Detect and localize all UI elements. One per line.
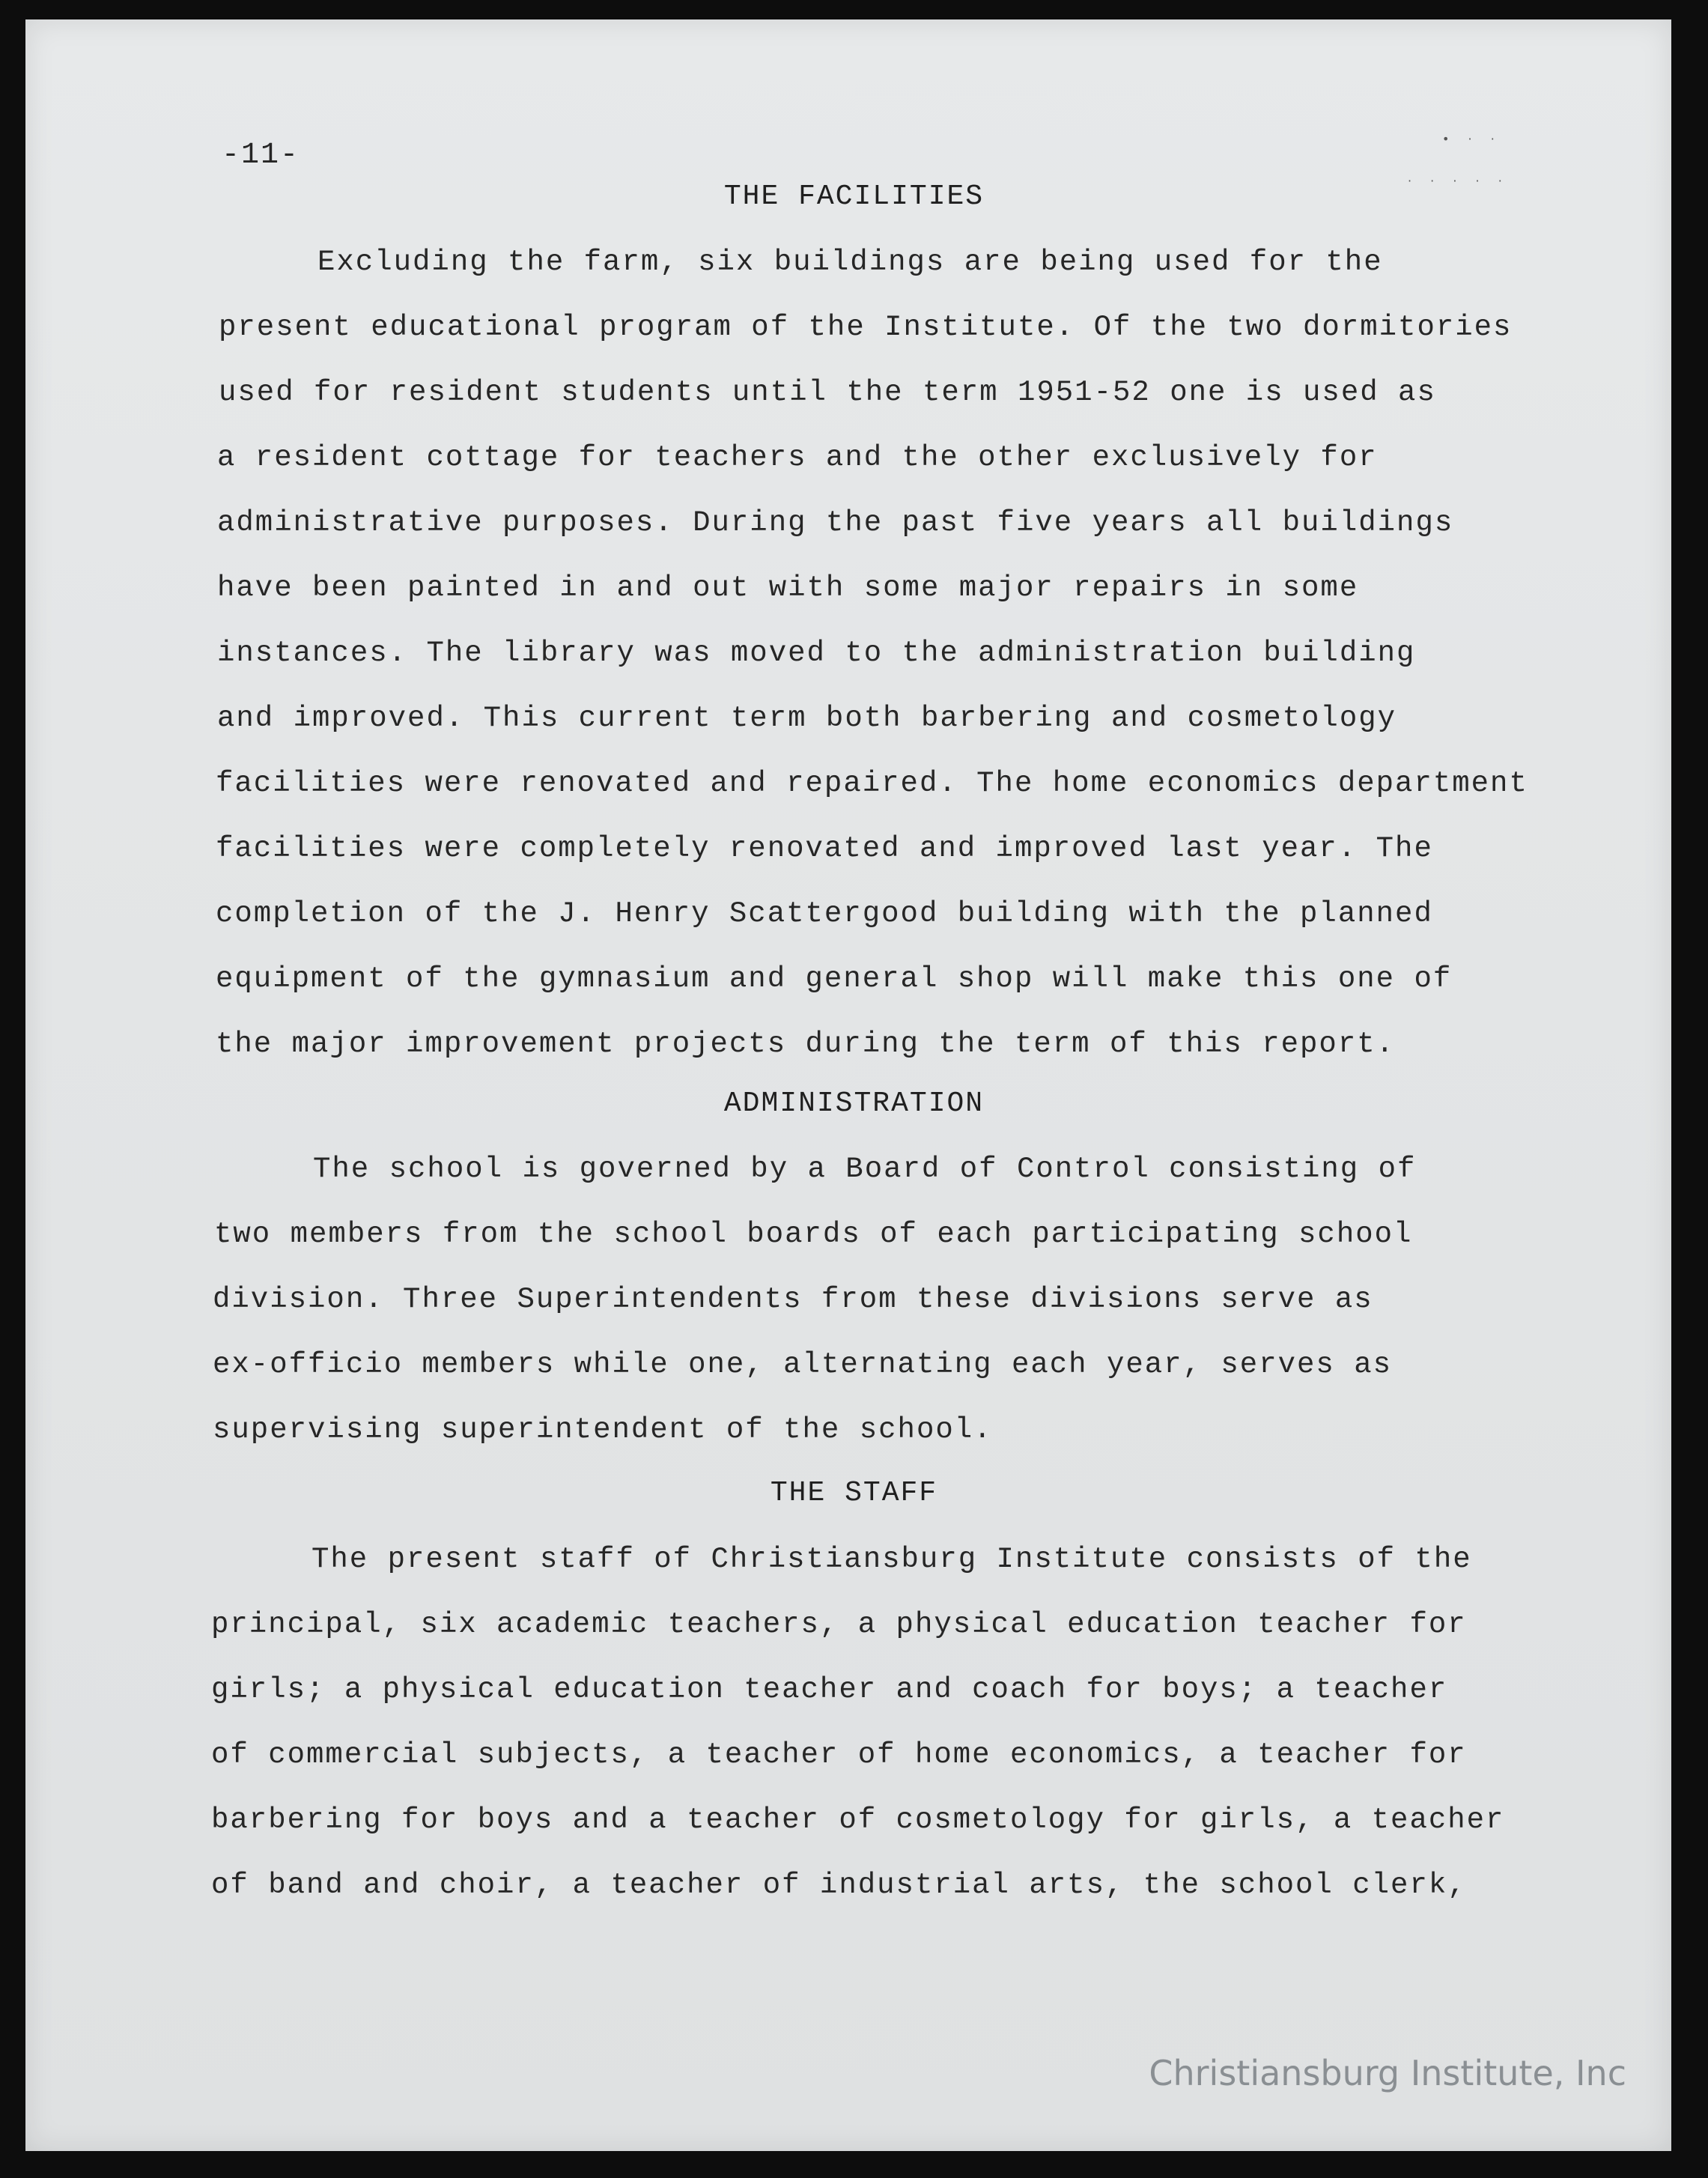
text-line: barbering for boys and a teacher of cosmetology for girls, a teacher	[211, 1804, 1505, 1836]
text-line: present educational program of the Institute. Of the two dormitories	[219, 311, 1513, 344]
text-line: facilities were completely renovated and improved last year. The	[216, 832, 1433, 865]
text-line: of band and choir, a teacher of industrial arts, the school clerk,	[211, 1869, 1467, 1902]
section-heading-facilities: THE FACILITIES	[723, 181, 985, 213]
text-line: division. Three Superintendents from these divisions serve as	[213, 1283, 1373, 1316]
text-line: used for resident students until the term 1951-52 one is used as	[219, 376, 1436, 409]
page-number: -11-	[222, 139, 300, 172]
text-line: The present staff of Christiansburg Institute consists of the	[311, 1543, 1472, 1576]
text-line: instances. The library was moved to the administration building	[217, 637, 1416, 670]
text-line: and improved. This current term both barbering and cosmetology	[217, 702, 1397, 735]
watermark-text: Christiansburg Institute, Inc	[1149, 2053, 1626, 2093]
text-line: two members from the school boards of each participating school	[214, 1218, 1413, 1251]
ink-specks: • · ·	[1442, 132, 1502, 146]
text-line: of commercial subjects, a teacher of home economics, a teacher for	[211, 1738, 1467, 1771]
text-line: The school is governed by a Board of Control consisting of	[313, 1153, 1417, 1186]
text-line: Excluding the farm, six buildings are being used for the	[317, 246, 1383, 279]
section-heading-administration: ADMINISTRATION	[723, 1088, 985, 1120]
text-line: completion of the J. Henry Scattergood building with the planned	[216, 897, 1433, 930]
text-line: administrative purposes. During the past five years all buildings	[217, 506, 1454, 539]
text-line: girls; a physical education teacher and coach for boys; a teacher	[211, 1673, 1448, 1706]
text-line: equipment of the gymnasium and general shop will make this one of	[216, 962, 1453, 995]
section-heading-staff: THE STAFF	[770, 1477, 938, 1509]
text-line: supervising superintendent of the school.	[213, 1413, 993, 1446]
text-line: facilities were renovated and repaired. The home economics department	[216, 767, 1528, 800]
text-line: ex-officio members while one, alternating each year, serves as	[213, 1348, 1393, 1381]
text-line: the major improvement projects during the term of this report.	[216, 1028, 1396, 1061]
text-line: principal, six academic teachers, a physical education teacher for	[211, 1608, 1467, 1641]
text-line: a resident cottage for teachers and the other exclusively for	[217, 441, 1378, 474]
ink-specks: · · · · ·	[1408, 174, 1510, 188]
text-line: have been painted in and out with some major repairs in some	[217, 571, 1359, 604]
